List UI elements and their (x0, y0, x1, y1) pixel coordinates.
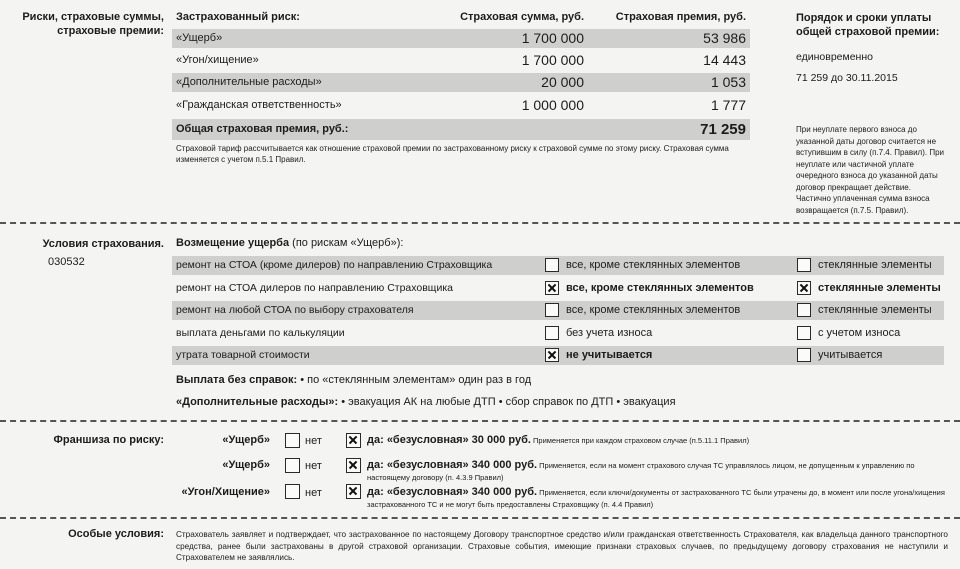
risk-name: «Гражданская ответственность» (176, 99, 342, 111)
risk-premium: 14 443 (703, 52, 746, 68)
franchise-risk: «Ущерб» (222, 434, 270, 446)
tariff-note: Страховой тариф рассчитывается как отношение страховой премии по застрахованному риску к страховой сумме по этому риску. Страховая сумма изменяется с учетом п.5.1 Правил. (176, 144, 729, 164)
risks-section-label: Риски, страховые суммы, страховые премии: (22, 11, 164, 37)
franchise-amount: да: «безусловная» 340 000 руб. (367, 459, 538, 471)
compensation-method: утрата товарной стоимости (176, 349, 310, 361)
checkbox[interactable] (797, 303, 811, 317)
risk-row (172, 96, 750, 115)
checkbox-checked[interactable] (346, 433, 361, 448)
franchise-risk: «Ущерб» (222, 459, 270, 471)
damage-compensation-title-bold: Возмещение ущерба (176, 237, 290, 249)
franchise-note: Применяется, если на момент страхового случая ТС управлялось лицом, не допущенным к управлению по настоящему договору (п. 4.3.9 Правил) (367, 461, 915, 482)
option-label-selected: не учитывается (566, 349, 653, 361)
checkbox[interactable] (797, 326, 811, 340)
section-divider (0, 517, 960, 519)
checkbox[interactable] (285, 433, 300, 448)
franchise-option (367, 434, 947, 447)
option-label: учитывается (818, 349, 883, 361)
checkbox[interactable] (545, 258, 559, 272)
extra-expenses (176, 396, 676, 408)
risk-sum: 1 700 000 (521, 52, 584, 68)
compensation-method: ремонт на СТОА дилеров по направлению Страховщика (176, 282, 453, 294)
compensation-method: ремонт на любой СТОА по выбору страхователя (176, 304, 414, 316)
franchise-section-label: Франшиза по риску: (53, 434, 164, 446)
checkbox-checked[interactable] (797, 281, 811, 295)
total-premium-label: Общая страховая премия, руб.: (176, 123, 349, 135)
risk-sum: 1 700 000 (521, 30, 584, 46)
section-divider (0, 222, 960, 224)
checkbox-checked[interactable] (346, 458, 361, 473)
sum-column-header: Страховая сумма, руб. (460, 11, 584, 23)
franchise-option (367, 459, 947, 483)
risk-row (172, 73, 750, 92)
risk-sum: 20 000 (541, 74, 584, 90)
checkbox-checked[interactable] (545, 281, 559, 295)
damage-compensation-title-rest: (по рискам «Ущерб»): (289, 237, 404, 249)
risk-premium: 1 777 (710, 97, 746, 113)
option-label: нет (305, 435, 322, 447)
payment-amount-due: 71 259 до 30.11.2015 (796, 72, 898, 84)
payment-method: единовременно (796, 51, 873, 63)
compensation-method: выплата деньгами по калькуляции (176, 327, 345, 339)
risk-row (172, 29, 750, 48)
checkbox-checked[interactable] (346, 484, 361, 499)
franchise-option (367, 486, 947, 510)
no-docs-label: Выплата без справок: (176, 374, 298, 386)
option-label-selected: стеклянные элементы (818, 282, 941, 294)
checkbox[interactable] (545, 326, 559, 340)
conditions-code: 030532 (48, 256, 85, 268)
option-label: с учетом износа (818, 327, 901, 339)
option-label: стеклянные элементы (818, 259, 932, 271)
premium-column-header: Страховая премия, руб. (615, 11, 746, 23)
total-premium-row (172, 119, 750, 140)
no-docs-text: • по «стеклянным элементам» один раз в год (297, 374, 532, 386)
payment-note: При неуплате первого взноса до указанной даты договор считается не вступившим в силу (п.7.4. Правил). При неуплате или частичной уплате очередного взноса до указанной даты договор прекращает действие. Частично уплаченная сумма взноса возвращается (п.7.5. Правил). (796, 125, 945, 215)
franchise-risk: «Угон/Хищение» (181, 486, 270, 498)
total-premium-value: 71 259 (700, 121, 746, 138)
risk-row (172, 51, 750, 70)
risk-column-header: Застрахованный риск: (176, 11, 300, 23)
option-label: без учета износа (566, 327, 653, 339)
conditions-section-label: Условия страхования. (42, 238, 164, 250)
special-conditions-label: Особые условия: (68, 528, 164, 540)
extra-expenses-text: • эвакуация АК на любые ДТП • сбор справок по ДТП • эвакуация (338, 396, 676, 408)
franchise-note: Применяется при каждом страховом случае (п.5.11.1 Правил) (530, 436, 750, 445)
extra-expenses-label: «Дополнительные расходы»: (176, 396, 339, 408)
option-label: все, кроме стеклянных элементов (566, 259, 741, 271)
section-divider (0, 420, 960, 422)
checkbox[interactable] (797, 258, 811, 272)
option-label: стеклянные элементы (818, 304, 932, 316)
risk-premium: 1 053 (710, 74, 746, 90)
checkbox[interactable] (285, 484, 300, 499)
risk-sum: 1 000 000 (521, 97, 584, 113)
franchise-amount: да: «безусловная» 30 000 руб. (367, 434, 531, 446)
special-conditions-text: Страхователь заявляет и подтверждает, что застрахованное по настоящему Договору транспортное средство и/или гражданская ответственность Страхователя, как владельца данного транспортного средства, ранее были застрахованы в другой страховой организации. Страховые события, имеющие признаки страховых случаев, по предыдущему договору страхования не наступили и Страхователем не заявлялись. (176, 530, 948, 562)
risk-premium: 53 986 (703, 30, 746, 46)
option-label: нет (305, 460, 322, 472)
option-label-selected: все, кроме стеклянных элементов (566, 282, 754, 294)
checkbox[interactable] (285, 458, 300, 473)
checkbox[interactable] (797, 348, 811, 362)
checkbox[interactable] (545, 303, 559, 317)
damage-compensation-title (176, 237, 403, 249)
risk-name: «Дополнительные расходы» (176, 76, 322, 88)
payment-title: Порядок и сроки уплаты общей страховой премии: (796, 12, 940, 38)
franchise-note: Применяется, если ключи/документы от застрахованного ТС были утрачены до, в момент или после угона/хищения застрахованного ТС и не могут быть предоставлены Страховщику (п. 4.4 Правил) (367, 488, 945, 509)
option-label: все, кроме стеклянных элементов (566, 304, 741, 316)
no-docs-payout (176, 374, 531, 386)
checkbox-checked[interactable] (545, 348, 559, 362)
franchise-amount: да: «безусловная» 340 000 руб. (367, 486, 538, 498)
option-label: нет (305, 487, 322, 499)
compensation-method: ремонт на СТОА (кроме дилеров) по направлению Страховщика (176, 259, 493, 271)
risk-name: «Угон/хищение» (176, 54, 259, 66)
risk-name: «Ущерб» (176, 32, 223, 44)
